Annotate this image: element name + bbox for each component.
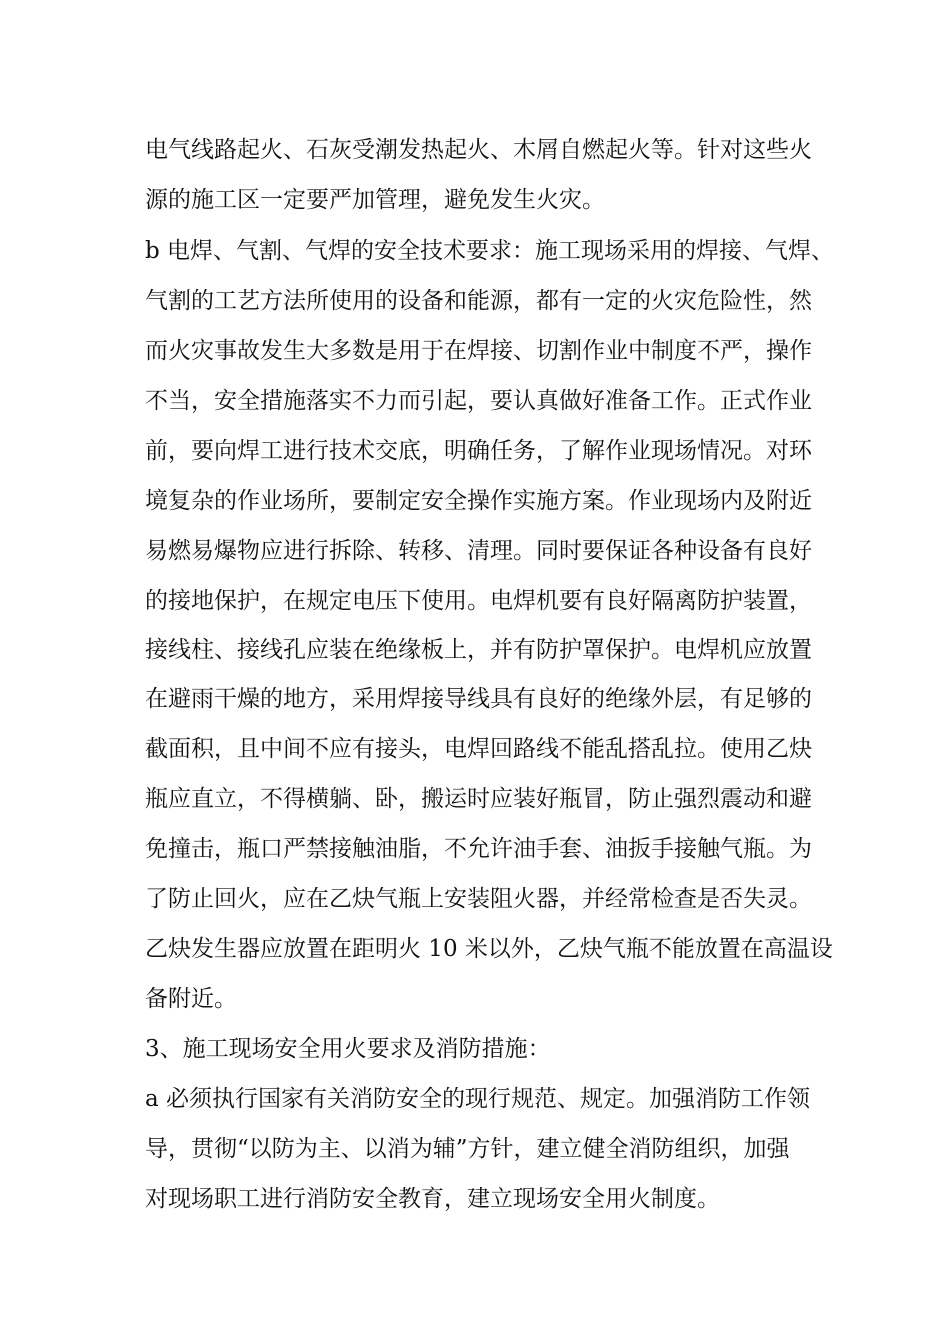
text-line: 备附近。 [145,986,237,1012]
text-line: b 电焊、气割、气焊的安全技术要求：施工现场采用的焊接、气焊、 [145,238,835,264]
text-line: 接线柱、接线孔应装在绝缘板上，并有防护罩保护。电焊机应放置 [145,637,812,663]
text-line: 在避雨干燥的地方，采用焊接导线具有良好的绝缘外层，有足够的 [145,686,812,712]
text-line: 气割的工艺方法所使用的设备和能源，都有一定的火灾危险性，然 [145,288,812,314]
text-line: 瓶应直立，不得横躺、卧，搬运时应装好瓶冒，防止强烈震动和避 [145,786,812,812]
text-line: 源的施工区一定要严加管理，避免发生火灾。 [145,187,605,213]
text-line: 前，要向焊工进行技术交底，明确任务，了解作业现场情况。对环 [145,438,812,464]
text-line: 不当，安全措施落实不力而引起，要认真做好准备工作。正式作业 [145,388,812,414]
text-line: 易燃易爆物应进行拆除、转移、清理。同时要保证各种设备有良好 [145,538,812,564]
text-line: a 必须执行国家有关消防安全的现行规范、规定。加强消防工作领 [145,1086,811,1112]
text-line: 免撞击，瓶口严禁接触油脂，不允许油手套、油扳手接触气瓶。为 [145,836,812,862]
text-line: 导，贯彻“以防为主、以消为辅”方针，建立健全消防组织，加强 [145,1136,790,1162]
text-line: 而火灾事故发生大多数是用于在焊接、切割作业中制度不严，操作 [145,338,812,364]
text-line: 电气线路起火、石灰受潮发热起火、木屑自燃起火等。针对这些火 [145,137,812,163]
text-line: 的接地保护，在规定电压下使用。电焊机要有良好隔离防护装置， [145,588,812,614]
text-line: 乙炔发生器应放置在距明火 10 米以外，乙炔气瓶不能放置在高温设 [145,936,833,962]
text-line: 对现场职工进行消防安全教育，建立现场安全用火制度。 [145,1186,720,1212]
text-line: 境复杂的作业场所，要制定安全操作实施方案。作业现场内及附近 [145,488,812,514]
text-line: 截面积，且中间不应有接头，电焊回路线不能乱搭乱拉。使用乙炔 [145,736,812,762]
section-heading: 3、施工现场安全用火要求及消防措施： [145,1036,551,1062]
text-line: 了防止回火，应在乙炔气瓶上安装阻火器，并经常检查是否失灵。 [145,886,812,912]
